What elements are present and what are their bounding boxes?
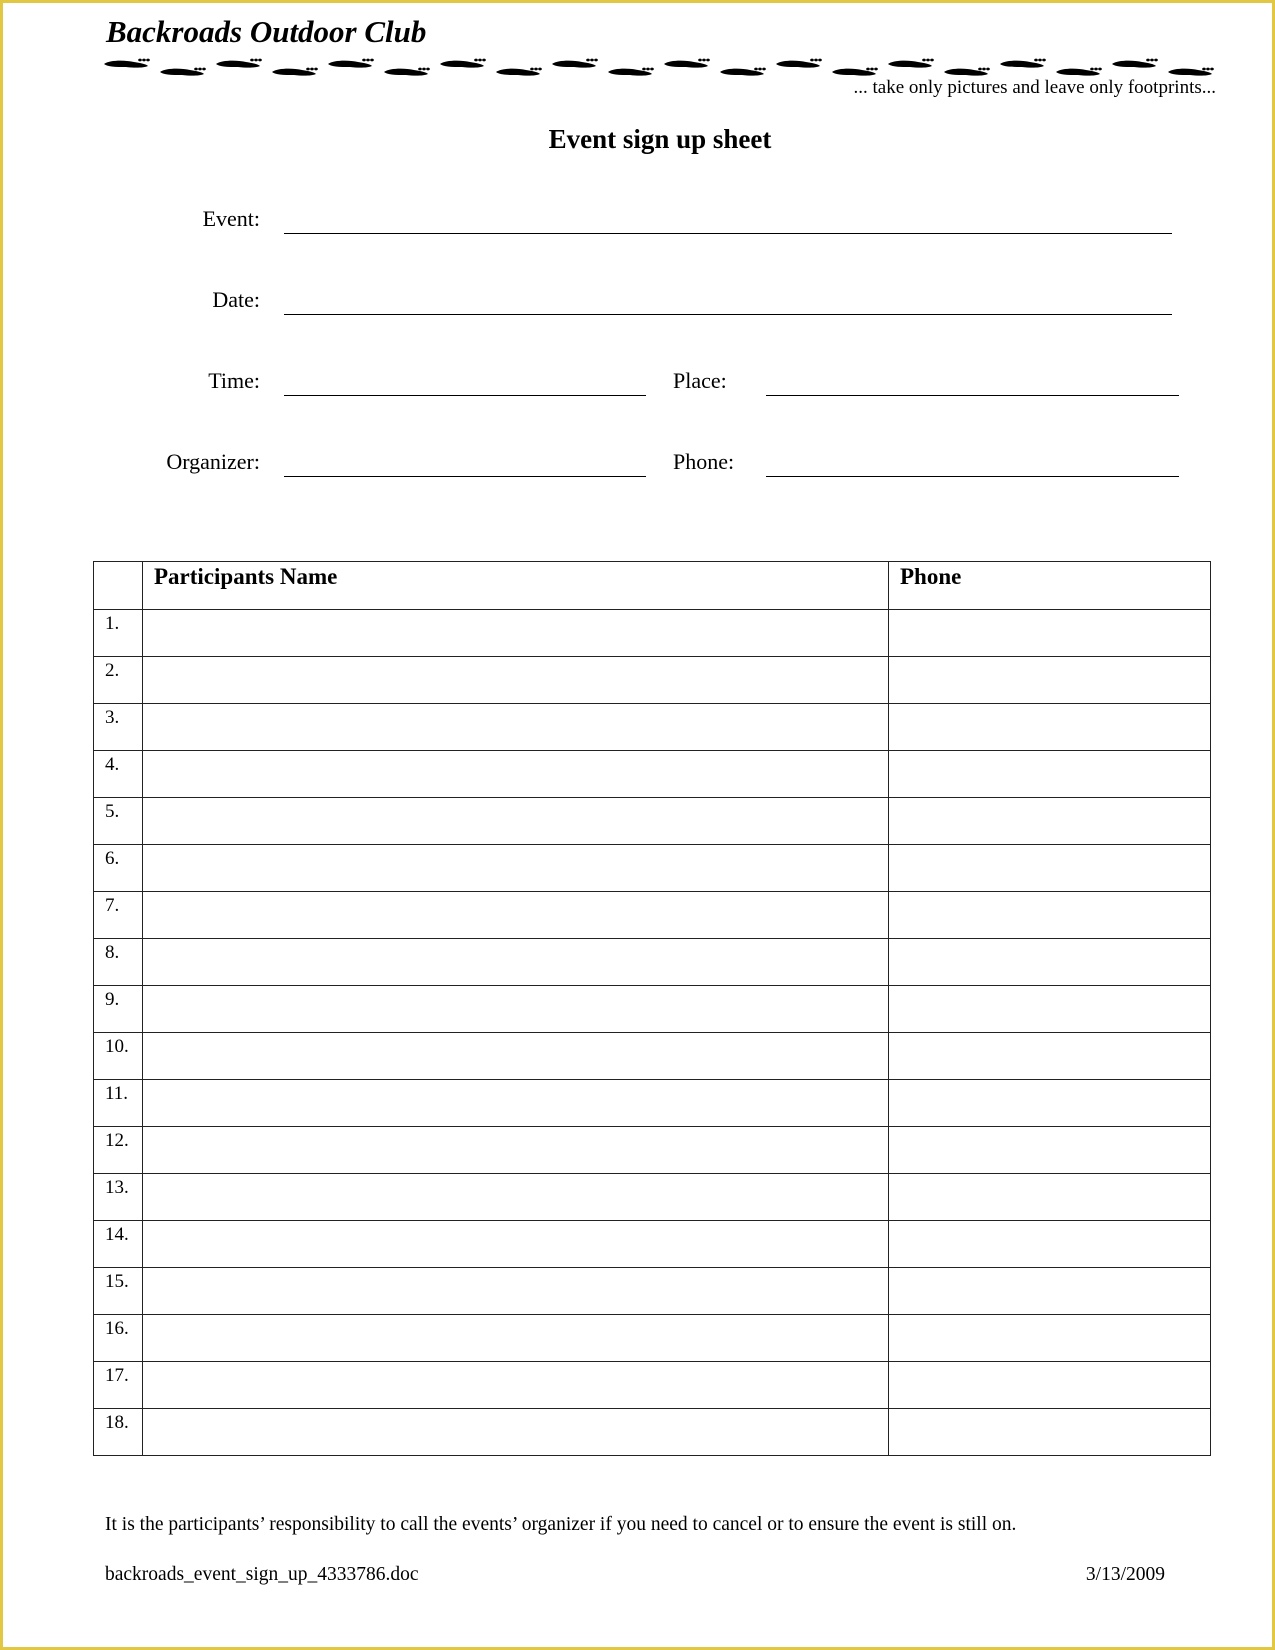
footprint-icon xyxy=(720,68,766,76)
event-field[interactable] xyxy=(284,212,1172,234)
footprint-icon xyxy=(1000,59,1046,68)
table-row xyxy=(94,1033,1211,1080)
footprint-icon xyxy=(104,59,150,68)
footprint-icon xyxy=(1112,59,1158,68)
footprint-icon xyxy=(160,68,206,76)
footprint-icon xyxy=(328,59,374,68)
table-row xyxy=(94,1362,1211,1409)
event-label: Event: xyxy=(202,206,260,231)
participant-phone-cell[interactable] xyxy=(889,845,1211,892)
participant-name-cell[interactable] xyxy=(143,986,889,1033)
row-number: 10. xyxy=(94,1033,143,1080)
participant-name-cell[interactable] xyxy=(143,1033,889,1080)
table-row xyxy=(94,704,1211,751)
organizer-label: Organizer: xyxy=(166,449,260,474)
footprint-icon xyxy=(776,59,822,68)
participant-phone-cell[interactable] xyxy=(889,1127,1211,1174)
participant-phone-cell[interactable] xyxy=(889,939,1211,986)
participant-phone-cell[interactable] xyxy=(889,751,1211,798)
date-field[interactable] xyxy=(284,293,1172,315)
participant-phone-cell[interactable] xyxy=(889,1033,1211,1080)
table-row xyxy=(94,657,1211,704)
participant-name-cell[interactable] xyxy=(143,1315,889,1362)
footprint-icon xyxy=(384,68,430,76)
participant-name-cell[interactable] xyxy=(143,1362,889,1409)
footprint-icon xyxy=(496,68,542,76)
participant-name-cell[interactable] xyxy=(143,1174,889,1221)
phone-label: Phone: xyxy=(673,449,735,474)
table-row xyxy=(94,1221,1211,1268)
club-title: Backroads Outdoor Club xyxy=(106,14,427,49)
row-number: 14. xyxy=(94,1221,143,1268)
participant-name-cell[interactable] xyxy=(143,892,889,939)
row-number: 17. xyxy=(94,1362,143,1409)
row-number: 5. xyxy=(94,798,143,845)
row-number: 9. xyxy=(94,986,143,1033)
footprint-icon xyxy=(944,68,990,76)
participant-name-cell[interactable] xyxy=(143,1221,889,1268)
table-row xyxy=(94,798,1211,845)
number-column-header xyxy=(94,562,143,610)
table-row xyxy=(94,1315,1211,1362)
participant-name-cell[interactable] xyxy=(143,1127,889,1174)
row-number: 13. xyxy=(94,1174,143,1221)
footprint-icon xyxy=(608,68,654,76)
participant-phone-cell[interactable] xyxy=(889,1174,1211,1221)
participant-name-cell[interactable] xyxy=(143,657,889,704)
organizer-field[interactable] xyxy=(284,455,646,477)
row-number: 18. xyxy=(94,1409,143,1456)
participant-phone-cell[interactable] xyxy=(889,1221,1211,1268)
table-row xyxy=(94,939,1211,986)
participant-phone-cell[interactable] xyxy=(889,1409,1211,1456)
place-field[interactable] xyxy=(766,374,1179,396)
row-number: 11. xyxy=(94,1080,143,1127)
table-row xyxy=(94,1268,1211,1315)
row-number: 15. xyxy=(94,1268,143,1315)
table-row xyxy=(94,1174,1211,1221)
footprint-icon xyxy=(1056,68,1102,76)
footprint-icon xyxy=(216,59,262,68)
row-number: 12. xyxy=(94,1127,143,1174)
table-row xyxy=(94,1127,1211,1174)
time-field[interactable] xyxy=(284,374,646,396)
row-number: 7. xyxy=(94,892,143,939)
participant-phone-cell[interactable] xyxy=(889,704,1211,751)
participant-name-cell[interactable] xyxy=(143,845,889,892)
participant-phone-cell[interactable] xyxy=(889,1080,1211,1127)
footprint-icon xyxy=(272,68,318,76)
participant-name-cell[interactable] xyxy=(143,939,889,986)
table-row xyxy=(94,986,1211,1033)
document-filename: backroads_event_sign_up_4333786.doc xyxy=(105,1564,419,1585)
table-row xyxy=(94,751,1211,798)
table-header-row xyxy=(94,562,1211,610)
participant-name-cell[interactable] xyxy=(143,751,889,798)
footprint-icon xyxy=(664,59,710,68)
participant-name-cell[interactable] xyxy=(143,610,889,657)
footprint-icon xyxy=(888,59,934,68)
row-number: 6. xyxy=(94,845,143,892)
table-row xyxy=(94,1409,1211,1456)
participant-phone-cell[interactable] xyxy=(889,1362,1211,1409)
participant-phone-cell[interactable] xyxy=(889,986,1211,1033)
row-number: 8. xyxy=(94,939,143,986)
row-number: 1. xyxy=(94,610,143,657)
participant-phone-cell[interactable] xyxy=(889,610,1211,657)
participant-name-cell[interactable] xyxy=(143,1080,889,1127)
participant-name-cell[interactable] xyxy=(143,1268,889,1315)
phone-column-header: Phone xyxy=(889,562,1211,610)
table-row xyxy=(94,845,1211,892)
participant-phone-cell[interactable] xyxy=(889,657,1211,704)
table-row xyxy=(94,610,1211,657)
document-date: 3/13/2009 xyxy=(1085,1564,1165,1585)
participant-name-cell[interactable] xyxy=(143,798,889,845)
participant-phone-cell[interactable] xyxy=(889,892,1211,939)
row-number: 3. xyxy=(94,704,143,751)
row-number: 16. xyxy=(94,1315,143,1362)
table-row xyxy=(94,1080,1211,1127)
row-number: 4. xyxy=(94,751,143,798)
responsibility-note: It is the participants’ responsibility to call the events’ organizer if you need to cancel or to ensure the event is still on. xyxy=(105,1514,1017,1535)
table-row xyxy=(94,892,1211,939)
date-label: Date: xyxy=(212,287,260,312)
tagline: ... take only pictures and leave only footprints... xyxy=(853,77,1216,98)
participant-name-cell[interactable] xyxy=(143,1409,889,1456)
participant-phone-cell[interactable] xyxy=(889,798,1211,845)
footprint-icon xyxy=(832,68,878,76)
row-number: 2. xyxy=(94,657,143,704)
participants-name-column-header: Participants Name xyxy=(143,562,889,610)
footprint-icon xyxy=(1168,68,1214,76)
footprint-icon xyxy=(552,59,598,68)
sheet-title: Event sign up sheet xyxy=(548,124,772,154)
participant-phone-cell[interactable] xyxy=(889,1268,1211,1315)
participant-name-cell[interactable] xyxy=(143,704,889,751)
footprint-icon xyxy=(440,59,486,68)
time-label: Time: xyxy=(208,368,260,393)
place-label: Place: xyxy=(673,368,727,393)
participant-phone-cell[interactable] xyxy=(889,1315,1211,1362)
phone-field[interactable] xyxy=(766,455,1179,477)
participants-table xyxy=(93,561,1211,1456)
